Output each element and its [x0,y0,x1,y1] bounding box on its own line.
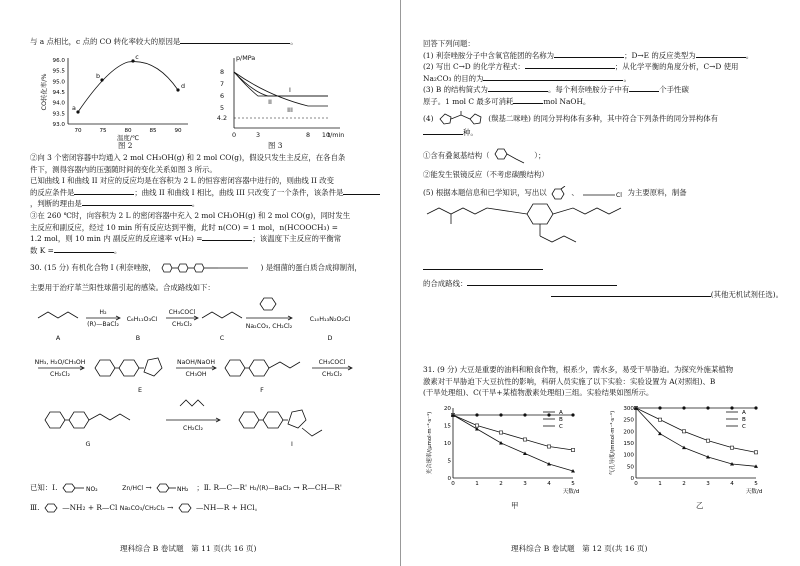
svg-text:NH₂: NH₂ [177,486,189,493]
x-tick-label: 1 [475,481,479,487]
y-tick-label: 15 [443,423,451,430]
fig2-point-d [176,88,179,91]
fig3-curve-III [234,72,328,106]
reagent-4: NH₃, H₂O/CH₃OH [34,359,86,366]
q2-line: ，判断的理由是 。 [30,199,200,208]
q2-line: ②向 3 个密闭容器中均通入 2 mol CH₃OH(g) 和 2 mol CO(g)，假设只发生主反应，在各自条 [30,153,346,162]
cond1-line [423,147,783,165]
known-iii-product: —NH—R + HCl。 [196,503,263,512]
fig2-ytick: 96.0 [52,58,65,64]
y-tick-label: 300 [623,406,634,412]
q5-line [423,186,783,200]
series-line-B [453,415,573,471]
known-ii-product: R—CH—R' [301,483,342,492]
x-tick-label: 2 [682,481,686,487]
q2-text: (2) 写出 C→D 的化学方程式： [423,62,525,71]
data-point [547,413,550,416]
reagent-2b: CH₂Cl₂ [172,321,192,328]
y-tick-label: 250 [623,417,634,424]
q3-text: (3) B 的结构简式为 [423,85,488,94]
data-point [499,413,502,416]
data-point [754,451,757,454]
fig3-xtick-10: 10 [321,131,331,139]
fig2-xtick: 75 [99,128,107,134]
compound-c-structure [202,312,242,318]
fig2-xtick: 70 [74,128,82,134]
q1-line: (1) 利奈唑胺分子中含氧官能团的名称为 ；D→E 的反应类型为 。 [423,50,754,60]
cond1-text: ）； [534,150,546,160]
compound-a-structure [38,312,78,318]
data-point [682,430,685,433]
fig3-xtick-3: 3 [255,131,261,139]
reagent-1: H₂ [99,309,107,316]
azide-structure-icon [492,147,532,165]
q1-text: (1) 利奈唑胺分子中含氧官能团的名称为 [423,50,555,60]
benzene-nh2-icon [154,483,194,493]
q5-text: 、 [571,188,579,197]
left-footer: 理科综合 B 卷试题 第 11 页(共 16 页) [120,544,257,553]
figure-3 [208,52,348,144]
data-point [475,427,479,431]
compound-f-chain [269,362,300,368]
fig2-xtick: 80 [124,128,132,134]
q5-text: 为主要原料，制备 [627,188,687,197]
compound-e-ring2 [119,360,139,376]
fig3-ytick-7: 7 [219,80,225,88]
q5-note [423,289,783,301]
q3-text: 数 K = [30,245,54,255]
fig2-label-a: a [72,104,76,112]
answer-blank [554,50,624,58]
fig3-ytick-6: 6 [219,92,225,100]
answer-blank [525,61,615,69]
x-axis-label: 天数/d [562,489,580,495]
q4-line [423,111,783,127]
x-tick-label: 1 [658,481,662,487]
q2-line: 已知曲线 I 和曲线 II 对应的反应均是在容积为 2 L 的恒容密闭容器中进行的，则曲线 II 改变 [30,176,335,185]
q4-text: 种。 [463,128,478,137]
fig3-ylabel: p/MPa [236,54,256,62]
label-C: C [219,334,225,342]
q3-line: 数 K = 。 [30,245,122,255]
benzene-icon [176,503,194,513]
q2-text: ；曲线 II 和曲线 I 相比，曲线 III 只改变了一个条件，该条件是 [134,187,344,197]
fig2-ytick: 94.5 [52,90,65,96]
y-tick-label: 5 [447,458,451,465]
q3-text: 原子。1 mol C 最多可消耗 [423,96,514,106]
svg-text:Cl: Cl [616,192,623,199]
formula-D: C₁₀H₁₃N₂O₂Cl [309,315,351,323]
toluene-icon [549,186,569,200]
intro-text: 与 a 点相比，c 点的 CO 转化率较大的原因是 [30,37,181,46]
compound-f-ring2 [249,360,269,376]
fig3-ytick-8: 8 [219,68,225,76]
legend-label: A [742,410,746,416]
q2-line: Na₂CO₃ 的目的为 。 [423,73,631,83]
y-tick-label: 150 [623,441,634,447]
fig2-xtick: 85 [149,128,157,134]
q31-line: 31. (9 分) 大豆是重要的油料和粮食作物，根系少，需水多，易受干旱胁迫。为探究外施某植物 [423,365,734,374]
answer-blank [54,245,114,253]
x-tick-label: 2 [499,481,503,487]
chart-yi [606,400,776,500]
data-point [682,406,685,409]
data-point [571,448,574,451]
q5-route-line [423,278,783,290]
x-tick-label: 5 [754,481,758,487]
x-tick-label: 0 [634,481,638,487]
data-point [706,439,709,442]
data-point [682,446,686,450]
q2-text: Na₂CO₃ 的目的为 [423,73,484,83]
data-point [658,406,661,409]
q4-text: (4) [423,114,434,123]
cond1-text: ①含有叠氮基结构（ [423,150,490,160]
answer-blank [513,96,543,104]
fig2-curve [78,62,178,112]
answer-blank [551,289,711,297]
label-G: G [85,440,91,448]
fig2-ytick: 93.5 [52,111,65,118]
data-point [754,406,757,409]
questions-block [423,38,783,301]
data-point [523,438,526,441]
right-page [400,0,800,566]
q2-text: 的反应条件是 [30,187,75,197]
q3-text: 。每个利奈唑胺分子中有 [547,85,630,94]
data-point [706,406,709,409]
q30-tail: ) 是细菌的蛋白质合成抑制剂， [260,263,362,272]
data-point [499,441,503,445]
answer-blank [202,233,252,241]
reagent-6b: CH₂Cl₂ [322,371,342,378]
reagent-5b: CH₃OH [185,371,207,378]
fig3-label-II: II [268,98,272,106]
known-ii-reagent2: (R)—BaCl₂ [259,485,291,492]
compound-i-ring1 [239,412,259,428]
fig2-xlabel: 温度/℃ [116,134,140,142]
figure-2 [38,50,198,145]
y-tick-label: 50 [626,464,634,471]
intro-line: 与 a 点相比，c 点的 CO 转化率较大的原因是 。 [30,37,298,46]
x-tick-label: 4 [730,481,734,487]
fig2-point-b [100,78,103,81]
y-tick-label: 200 [623,429,634,436]
q30-line2: 主要用于治疗革兰阳性球菌引起的感染。合成路线如下： [30,283,215,292]
known-i-label: 已知：Ⅰ. [30,483,58,492]
benzene-no2-icon [60,483,120,493]
fig3-curve-II [234,72,328,96]
q5-text: 的合成路线： [423,278,468,288]
fig2-ytick: 93.0 [52,122,65,128]
q3-line [30,233,380,245]
compound-f-ring1 [225,360,245,376]
q30-head: 30. (15 分) 有机化合物 I (利奈唑胺， [30,263,156,272]
reagent-5: NaOH/NaOH [177,359,215,366]
q3-text: ；该温度下主反应的平衡常 [252,234,342,243]
y-axis-label: 光合速率/(μmol·m⁻²·s⁻¹) [427,411,433,475]
synthesis-scheme [30,296,385,486]
q3-line [423,84,783,96]
q3-text: 1.2 mol，则 10 min 内 副反应的反应速率 v(H₂) = [30,234,203,243]
answer-prompt: 回答下列问题： [423,39,475,48]
data-point [475,424,478,427]
x-tick-label: 0 [451,481,455,487]
fig2-y-ticks [53,58,66,128]
y-tick-label: 10 [443,441,451,447]
fig3-label-III: III [287,106,293,114]
fig3-caption: 图 3 [268,141,283,150]
compound-i-ring2 [263,412,283,428]
fig2-point-c [131,59,134,62]
label-D: D [327,334,333,342]
known-iii-line: Ⅲ. —NH₂ + R—Cl Na₂CO₃/CH₂Cl₂ → —NH—R + HCl。 [30,503,263,512]
chart-yi-caption: 乙 [696,501,704,510]
q2-line: 件下，测得容器内的压强随时间的变化关系如图 3 所示。 [30,164,217,174]
reagent-4b: CH₂Cl₂ [50,371,70,378]
q3-text: mol NaOH。 [543,96,591,106]
cond2-line: ②能发生银镜反应（不考虑碳酸结构） [423,169,549,179]
answer-blank [82,198,192,206]
compound-e-ring1 [95,360,115,376]
answer-blank [180,36,290,44]
legend-label: C [742,424,746,430]
data-point [730,446,733,449]
benzene-icon [42,503,60,513]
amine-reagent-structure [260,298,276,310]
fig2-ytick: 95.0 [52,79,65,86]
label-I: I [291,440,293,448]
data-point [475,413,478,416]
reagent-1b: (R)—BaCl₂ [87,321,119,328]
known-i-reagent: Zn/HCl [122,485,144,492]
data-point [571,413,574,416]
fig2-ytick: 94.0 [52,100,65,107]
data-point [730,406,733,409]
fig2-ytick: 95.5 [52,68,65,75]
legend-label: A [559,410,563,416]
fig2-label-d: d [180,82,186,90]
q1-text: ；D→E 的反应类型为 [624,50,696,60]
compound-i-chain [302,428,322,436]
reagent-6: CH₃COCl [318,359,346,366]
q5-text: (5) 根据本题信息和已学知识，写出以 [423,188,547,197]
y-tick-label: 0 [447,476,451,482]
fig2-label-b: b [95,72,101,80]
answer-blank [629,84,659,92]
q3-line [423,96,783,108]
acyl-chloride-icon [581,187,625,199]
data-point [658,418,661,421]
label-F: F [260,386,264,394]
compound-e-ring3 [144,358,162,376]
fig3-xlabel: t/min [327,131,345,139]
fig2-label-c: c [135,53,139,61]
q2-line [30,187,380,199]
q2-text: ，判断的理由是 [30,199,82,208]
label-A: A [55,334,61,342]
reagent-7: CH₂Cl₂ [183,425,203,432]
series-line-C [636,408,756,452]
q2-block [30,152,380,210]
fig3-label-I: I [289,86,291,94]
fig2-caption: 图 2 [118,141,133,150]
x-tick-label: 4 [547,481,551,487]
known-iii-reagent2: CH₂Cl₂ [144,505,165,512]
q5-note-text: (其他无机试剂任选)。 [710,290,783,299]
linezolid-structure-icon [158,262,258,274]
cdi-reagent-structure [180,400,204,406]
y-axis-label: 气孔导度/(mmol·m⁻²·s⁻¹) [610,410,616,476]
y-tick-label: 20 [443,406,451,412]
data-point [523,413,526,416]
answer-blank [467,278,617,286]
compound-g-chain [89,414,130,420]
answer-blank [488,84,548,92]
x-tick-label: 3 [523,481,527,487]
x-tick-label: 5 [571,481,575,487]
q5-route-line [423,262,783,274]
q31-line: 激素对干旱胁迫下大豆抗性的影响，科研人员实施了以下实验：实验设置为 A(对照组)、B [423,376,716,386]
series-line-C [453,415,573,450]
chart-jia [423,400,593,500]
q31-block [423,364,783,399]
legend-label: B [559,417,563,423]
fig2-xtick: 90 [174,128,182,134]
q30-title [30,262,362,274]
q31-line: (干旱处理组)、C(干旱+某植物激素处理组)三组。实验结果如图所示。 [423,388,654,397]
formula-B: C₆H₁₁O₃Cl [126,315,158,323]
target-molecule-structure [423,200,763,258]
q3-text: 个手性碳 [659,85,689,94]
known-ii-text: Ⅱ. R—C—R' [203,483,248,492]
answer-blank [343,187,380,195]
q3-block [30,210,380,256]
fig2-point-a [76,110,79,113]
fig3-xtick-8: 8 [305,131,311,139]
reagent-2: CH₃COCl [168,309,196,316]
q4-line [423,127,783,139]
answer-blank [423,262,543,270]
legend-label: C [559,424,563,430]
compound-g-ring1 [45,412,65,428]
fig3-ytick-5: 5 [219,104,225,112]
compound-g-ring2 [69,412,89,428]
compound-i-ring3 [288,410,306,428]
fig3-curve-I [234,72,328,96]
q4-text: (羰基二咪唑) 的同分异构体有多种，其中符合下列条件的同分异构体有 [488,114,719,123]
answer-blank [483,73,623,81]
legend-label: B [742,417,746,423]
data-point [499,431,502,434]
fig2-ylabel: CO转化率/% [40,73,48,111]
q3-line: 主反应和副反应，经过 10 min 所有反应达到平衡，此时 n(CO) = 1 mol，n(HCOOCH₃) = [30,222,338,232]
q3-line: ③在 260 ℃时，向容积为 2 L 的密闭容器中充入 2 mol CH₃OH(g) 和 2 mol CO(g)，同时发生 [30,211,351,220]
known-iii-reagent: Na₂CO₃ [119,505,143,512]
reagent-3: Na₂CO₃, CH₂Cl₂ [245,323,293,330]
cdi-structure-icon [436,111,486,127]
y-tick-label: 100 [623,452,634,459]
known-ii-reagent: H₂ [249,485,257,492]
x-axis-label: 天数/d [745,489,763,495]
y-tick-label: 0 [630,476,634,482]
right-footer: 理科综合 B 卷试题 第 12 页(共 16 页) [511,544,648,553]
answer-blank [74,187,134,195]
chart-jia-caption: 甲 [511,501,519,510]
known-iii-label: Ⅲ. [30,503,40,512]
label-B: B [135,334,141,342]
label-E: E [137,386,143,394]
known-i-line: 已知：Ⅰ. NO₂ Zn/HCl → NH₂ ；Ⅱ. R—C—R' H₂/(R)—BaCl₂ → R—CH—R' [30,483,342,493]
svg-text:NO₂: NO₂ [85,486,98,493]
q2-line [423,61,783,73]
known-iii-mid: —NH₂ + R—Cl [62,503,118,512]
q2-text: ；从化学平衡的角度分析，C→D 使用 [614,62,739,71]
answer-blank [423,127,463,135]
fig3-xtick-0: 0 [231,131,237,139]
fig3-ytick-42: 4.2 [216,114,228,122]
data-point [547,445,550,448]
answer-blank [696,50,746,58]
x-tick-label: 3 [706,481,710,487]
